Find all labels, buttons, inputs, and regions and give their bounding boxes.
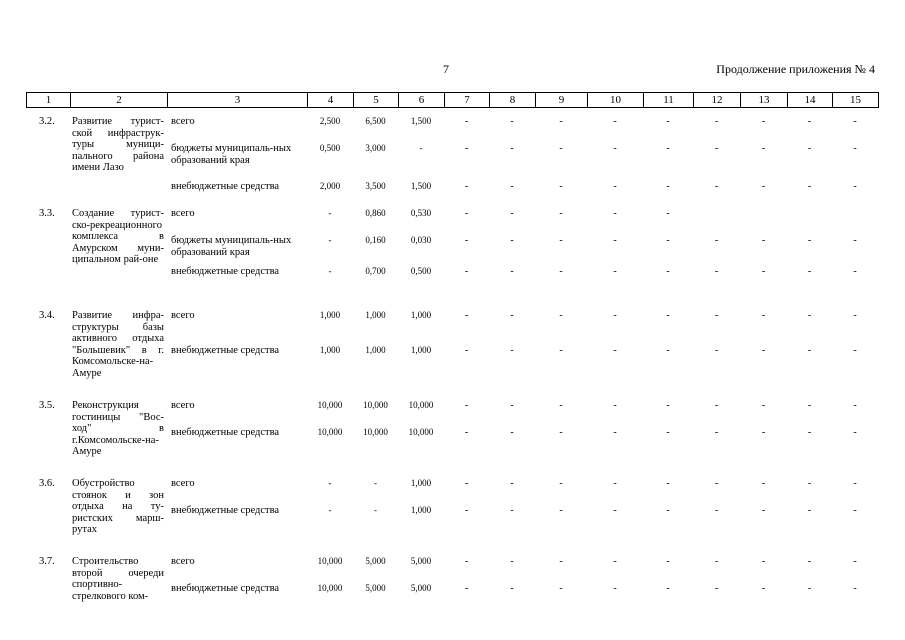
value-cell: 1,000 (319, 345, 341, 355)
value-cell: - (666, 505, 670, 516)
value-cell: - (510, 505, 514, 516)
funding-source: внебюджетные средства (171, 505, 280, 516)
column-header: 11 (644, 93, 694, 108)
value-cell: - (666, 143, 670, 154)
value-cell: - (613, 143, 617, 154)
value-cell: - (559, 310, 563, 321)
value-cell: - (510, 345, 514, 356)
value-cell: - (853, 235, 857, 246)
value-cell: - (419, 143, 423, 153)
value-cell: - (761, 235, 766, 246)
value-cell: - (464, 478, 469, 489)
value-cell: - (559, 143, 563, 154)
row-name: Развитие инфра-структуры базы активного отдыха "Большевик" в г. Комсомольске-на-Амуре (72, 310, 164, 379)
value-cell: - (853, 345, 857, 356)
value-cell: 0,030 (410, 235, 432, 245)
value-cell: - (510, 427, 514, 438)
value-cell: - (559, 181, 563, 192)
funding-source: внебюджетные средства (171, 181, 280, 192)
value-cell: - (559, 400, 563, 411)
row-name: Создание турист-ско-рекреационного комплекса в Амурском муни-ципальном рай-оне (72, 208, 164, 265)
row-index: 3.6. (39, 478, 55, 489)
value-cell: - (853, 310, 857, 321)
value-cell: 0,530 (410, 208, 432, 218)
column-header: 14 (788, 93, 833, 108)
value-cell: - (853, 583, 857, 594)
value-cell: - (613, 310, 617, 321)
value-cell: - (559, 266, 563, 277)
value-cell: - (666, 116, 670, 127)
value-cell: - (666, 556, 670, 567)
column-header: 4 (308, 93, 354, 108)
value-cell: 5,000 (410, 583, 432, 593)
value-cell: 3,500 (365, 181, 386, 191)
value-cell: 5,000 (410, 556, 432, 566)
value-cell: 10,000 (317, 400, 343, 410)
value-cell: - (666, 478, 670, 489)
value-cell: - (559, 235, 563, 246)
value-cell: - (464, 556, 469, 567)
value-cell: 1,000 (319, 310, 341, 320)
value-cell: - (761, 143, 766, 154)
row-index: 3.4. (39, 310, 55, 321)
value-cell: - (510, 400, 514, 411)
funding-source: внебюджетные средства (171, 266, 280, 277)
value-cell: 10,000 (363, 400, 388, 410)
value-cell: - (666, 310, 670, 321)
value-cell: - (464, 143, 469, 154)
row-name: Развитие турист-ской инфраструк-туры муници-пального района имени Лазо (72, 116, 164, 173)
value-cell: - (807, 556, 812, 567)
value-cell: - (807, 345, 812, 356)
value-cell: - (807, 143, 812, 154)
value-cell: 6,500 (365, 116, 386, 126)
value-cell: - (714, 181, 719, 192)
funding-source: всего (171, 208, 195, 219)
value-cell: - (714, 310, 719, 321)
row-index: 3.3. (39, 208, 55, 219)
value-cell: 1,000 (410, 310, 432, 320)
value-cell: 5,000 (365, 583, 386, 593)
column-header: 13 (741, 93, 788, 108)
value-cell: - (510, 583, 514, 594)
value-cell: - (714, 427, 719, 438)
column-header: 12 (694, 93, 741, 108)
value-cell: - (714, 583, 719, 594)
column-header: 8 (490, 93, 536, 108)
row-index: 3.2. (39, 116, 55, 127)
column-header: 15 (833, 93, 879, 108)
value-cell: - (807, 505, 812, 516)
value-cell: - (853, 427, 857, 438)
value-cell: - (714, 505, 719, 516)
value-cell: - (714, 345, 719, 356)
value-cell: - (510, 116, 514, 127)
value-cell: - (807, 583, 812, 594)
value-cell: - (464, 310, 469, 321)
value-cell: - (761, 345, 766, 356)
value-cell: - (464, 208, 469, 219)
column-header: 3 (168, 93, 308, 108)
value-cell: - (559, 583, 563, 594)
value-cell: 3,000 (365, 143, 386, 153)
value-cell: - (714, 143, 719, 154)
value-cell: - (714, 266, 719, 277)
value-cell: 0,860 (365, 208, 386, 218)
value-cell: - (853, 181, 857, 192)
value-cell: 10,000 (408, 400, 434, 410)
funding-source: внебюджетные средства (171, 583, 280, 594)
value-cell: - (559, 556, 563, 567)
value-cell: - (761, 116, 766, 127)
value-cell: - (510, 556, 514, 567)
value-cell: - (613, 556, 617, 567)
value-cell: - (613, 208, 617, 219)
page-number: 7 (443, 62, 449, 76)
value-cell: - (714, 478, 719, 489)
value-cell: - (328, 235, 332, 245)
value-cell: - (613, 116, 617, 127)
value-cell: - (510, 266, 514, 277)
value-cell: - (853, 143, 857, 154)
value-cell: - (613, 266, 617, 277)
value-cell: - (464, 266, 469, 277)
value-cell: - (464, 400, 469, 411)
value-cell: 10,000 (317, 583, 343, 593)
value-cell: - (464, 427, 469, 438)
value-cell: - (464, 345, 469, 356)
value-cell: - (464, 116, 469, 127)
row-index: 3.5. (39, 400, 55, 411)
value-cell: - (666, 266, 670, 277)
value-cell: 1,000 (410, 478, 432, 488)
value-cell: 10,000 (408, 427, 434, 437)
column-header-table (26, 92, 879, 108)
value-cell: - (464, 583, 469, 594)
value-cell: - (328, 478, 332, 488)
value-cell: - (807, 400, 812, 411)
value-cell: - (666, 181, 670, 192)
value-cell: - (807, 266, 812, 277)
value-cell: - (714, 400, 719, 411)
value-cell: 1,500 (410, 116, 432, 126)
value-cell: - (510, 208, 514, 219)
funding-source: внебюджетные средства (171, 427, 280, 438)
value-cell: 1,000 (365, 310, 386, 320)
value-cell: 0,500 (410, 266, 432, 276)
value-cell: 2,000 (319, 181, 341, 191)
value-cell: - (464, 181, 469, 192)
column-header: 1 (27, 93, 71, 108)
column-header: 2 (71, 93, 168, 108)
value-cell: - (761, 505, 766, 516)
value-cell: - (559, 505, 563, 516)
value-cell: - (807, 116, 812, 127)
funding-source: внебюджетные средства (171, 345, 280, 356)
value-cell: - (807, 310, 812, 321)
row-index: 3.7. (39, 556, 55, 567)
value-cell: - (328, 266, 332, 276)
value-cell: - (613, 400, 617, 411)
value-cell: 1,500 (410, 181, 432, 191)
row-name: Обустройство стоянок и зон отдыха на ту-ристских марш-рутах (72, 478, 164, 535)
column-header: 5 (354, 93, 399, 108)
value-cell: - (666, 427, 670, 438)
column-header: 6 (399, 93, 445, 108)
value-cell: 0,700 (365, 266, 386, 276)
value-cell: 5,000 (365, 556, 386, 566)
value-cell: - (613, 478, 617, 489)
value-cell: - (559, 345, 563, 356)
funding-source: бюджеты муниципаль-ных образований края (171, 143, 292, 166)
value-cell: - (613, 235, 617, 246)
value-cell: - (761, 310, 766, 321)
value-cell: - (714, 556, 719, 567)
value-cell: - (807, 235, 812, 246)
funding-source: всего (171, 556, 195, 567)
value-cell: - (559, 427, 563, 438)
value-cell: - (328, 505, 332, 515)
value-cell: - (761, 266, 766, 277)
value-cell: - (853, 266, 857, 277)
value-cell: 10,000 (363, 427, 388, 437)
value-cell: - (374, 505, 377, 515)
value-cell: 0,500 (319, 143, 341, 153)
value-cell: 0,160 (365, 235, 386, 245)
value-cell: - (510, 181, 514, 192)
value-cell: - (666, 400, 670, 411)
funding-source: всего (171, 310, 195, 321)
continuation-title: Продолжение приложения № 4 (716, 62, 875, 76)
value-cell: - (761, 427, 766, 438)
value-cell: - (464, 235, 469, 246)
value-cell: - (807, 181, 812, 192)
value-cell: - (613, 345, 617, 356)
funding-source: всего (171, 400, 195, 411)
value-cell: - (613, 427, 617, 438)
value-cell: - (853, 400, 857, 411)
value-cell: - (761, 583, 766, 594)
value-cell: - (613, 505, 617, 516)
funding-source: бюджеты муниципаль-ных образований края (171, 235, 292, 258)
value-cell: - (714, 116, 719, 127)
value-cell: - (559, 208, 563, 219)
value-cell: - (666, 345, 670, 356)
value-cell: - (666, 235, 670, 246)
funding-source: всего (171, 478, 195, 489)
column-header: 9 (536, 93, 588, 108)
value-cell: - (761, 181, 766, 192)
row-name: Реконструкция гостиницы "Вос-ход" в г.Комсомольске-на-Амуре (72, 400, 164, 457)
value-cell: - (510, 143, 514, 154)
column-header: 7 (445, 93, 490, 108)
value-cell: - (559, 478, 563, 489)
value-cell: - (853, 505, 857, 516)
value-cell: - (613, 181, 617, 192)
value-cell: - (510, 310, 514, 321)
value-cell: - (853, 116, 857, 127)
value-cell: - (714, 235, 719, 246)
value-cell: - (853, 478, 857, 489)
value-cell: 10,000 (317, 427, 343, 437)
value-cell: - (761, 556, 766, 567)
value-cell: - (559, 116, 563, 127)
column-header-row (27, 93, 879, 108)
value-cell: 2,500 (319, 116, 341, 126)
value-cell: - (761, 400, 766, 411)
row-name: Строительство второй очереди спортивно-стрелкового ком- (72, 556, 164, 602)
value-cell: 10,000 (317, 556, 343, 566)
column-header: 10 (588, 93, 644, 108)
value-cell: 1,000 (410, 505, 432, 515)
value-cell: - (328, 208, 332, 218)
value-cell: - (666, 583, 670, 594)
value-cell: 1,000 (365, 345, 386, 355)
value-cell: - (510, 235, 514, 246)
value-cell: - (613, 583, 617, 594)
funding-source: всего (171, 116, 195, 127)
value-cell: - (464, 505, 469, 516)
value-cell: - (374, 478, 377, 488)
value-cell: - (807, 478, 812, 489)
value-cell: - (761, 478, 766, 489)
value-cell: - (807, 427, 812, 438)
value-cell: - (510, 478, 514, 489)
value-cell: - (666, 208, 670, 219)
value-cell: - (853, 556, 857, 567)
value-cell: 1,000 (410, 345, 432, 355)
